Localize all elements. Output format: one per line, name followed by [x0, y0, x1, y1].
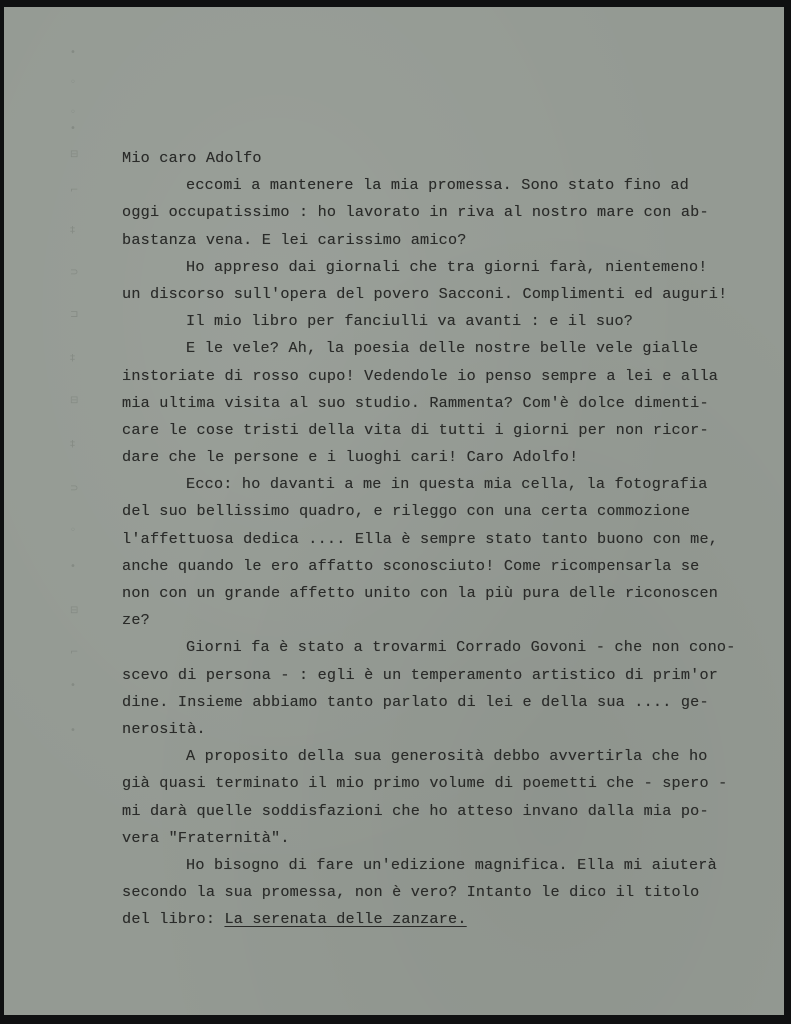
margin-mark-icon: ‡ [70, 353, 75, 364]
margin-dot-icon: • [70, 123, 76, 134]
margin-dot-icon: • [70, 47, 76, 58]
bleed-through-margin-marks [70, 37, 84, 737]
text-line: dine. Insieme abbiamo tanto parlato di lei e della sua .... ge- [122, 692, 709, 711]
text-line: care le cose tristi della vita di tutti i giorni per non ricor- [122, 420, 709, 439]
text-line: dare che le persone e i luoghi cari! Caro Adolfo! [122, 448, 579, 467]
margin-mark-icon: ◦ [70, 77, 76, 88]
margin-dot-icon: • [70, 725, 76, 736]
text-line: oggi occupatissimo : ho lavorato in riva al nostro mare con ab- [122, 203, 709, 222]
margin-mark-icon: ⊃ [70, 267, 79, 278]
margin-mark-icon: ⊟ [70, 605, 79, 616]
text-line: già quasi terminato il mio primo volume di poemetti che - spero - [122, 774, 728, 793]
text-line: E le vele? Ah, la poesia delle nostre belle vele gialle [186, 339, 699, 358]
margin-mark-icon: ⌐ [70, 185, 79, 196]
letter-page [4, 7, 784, 1015]
margin-mark-icon: ⊐ [70, 309, 79, 320]
margin-mark-icon: ‡ [70, 225, 75, 236]
margin-mark-icon: ◦ [70, 525, 76, 536]
margin-mark-icon: ‡ [70, 439, 75, 450]
text-line: Il mio libro per fanciulli va avanti : e il suo? [186, 312, 634, 331]
book-title: La serenata delle zanzare. [224, 910, 467, 929]
margin-mark-icon: ⌐ [70, 647, 79, 658]
text-line: Ho appreso dai giornali che tra giorni farà, nientemeno! [186, 257, 708, 276]
text-line: bastanza vena. E lei carissimo amico? [122, 230, 467, 249]
text-line: Ecco: ho davanti a me in questa mia cella, la fotografia [186, 475, 708, 494]
text-line: l'affettuosa dedica .... Ella è sempre stato tanto buono con me, [122, 529, 719, 548]
text-line: del suo bellissimo quadro, e rileggo con una certa commozione [122, 502, 691, 521]
text-line: Ho bisogno di fare un'edizione magnifica. Ella mi aiuterà [186, 855, 717, 874]
text-line: instoriate di rosso cupo! Vedendole io penso sempre a lei e alla [122, 366, 719, 385]
letter-body [122, 145, 742, 933]
text-line: scevo di persona - : egli è un temperamento artistico di prim'or [122, 665, 719, 684]
text-line: nerosità. [122, 719, 206, 738]
margin-mark-icon: ⊟ [70, 149, 79, 160]
text-line: un discorso sull'opera del povero Sacconi. Complimenti ed auguri! [122, 284, 728, 303]
text-line: secondo la sua promessa, non è vero? Intanto le dico il titolo [122, 883, 700, 902]
margin-dot-icon: • [70, 680, 76, 691]
text-line: vera "Fraternità". [122, 828, 290, 847]
margin-dot-icon: • [70, 561, 76, 572]
margin-mark-icon: ◦ [70, 107, 76, 118]
last-line-prefix: del libro: [122, 910, 225, 929]
text-line: anche quando le ero affatto sconosciuto! Come ricompensarla se [122, 556, 700, 575]
text-line: non con un grande affetto unito con la più pura delle riconoscen [122, 584, 719, 602]
salutation: Mio caro Adolfo [122, 149, 262, 167]
margin-mark-icon: ⊃ [70, 483, 79, 494]
text-line: eccomi a mantenere la mia promessa. Sono stato fino ad [186, 176, 689, 195]
margin-mark-icon: ⊟ [70, 395, 79, 406]
text-line-last [122, 906, 742, 933]
text-line: A proposito della sua generosità debbo avvertirla che ho [186, 747, 708, 766]
text-line: Giorni fa è stato a trovarmi Corrado Govoni - che non cono- [186, 638, 736, 657]
text-line: mi darà quelle soddisfazioni che ho atteso invano dalla mia po- [122, 801, 709, 820]
text-line: ze? [122, 611, 150, 630]
text-line: mia ultima visita al suo studio. Rammenta? Com'è dolce dimenti- [122, 393, 709, 412]
